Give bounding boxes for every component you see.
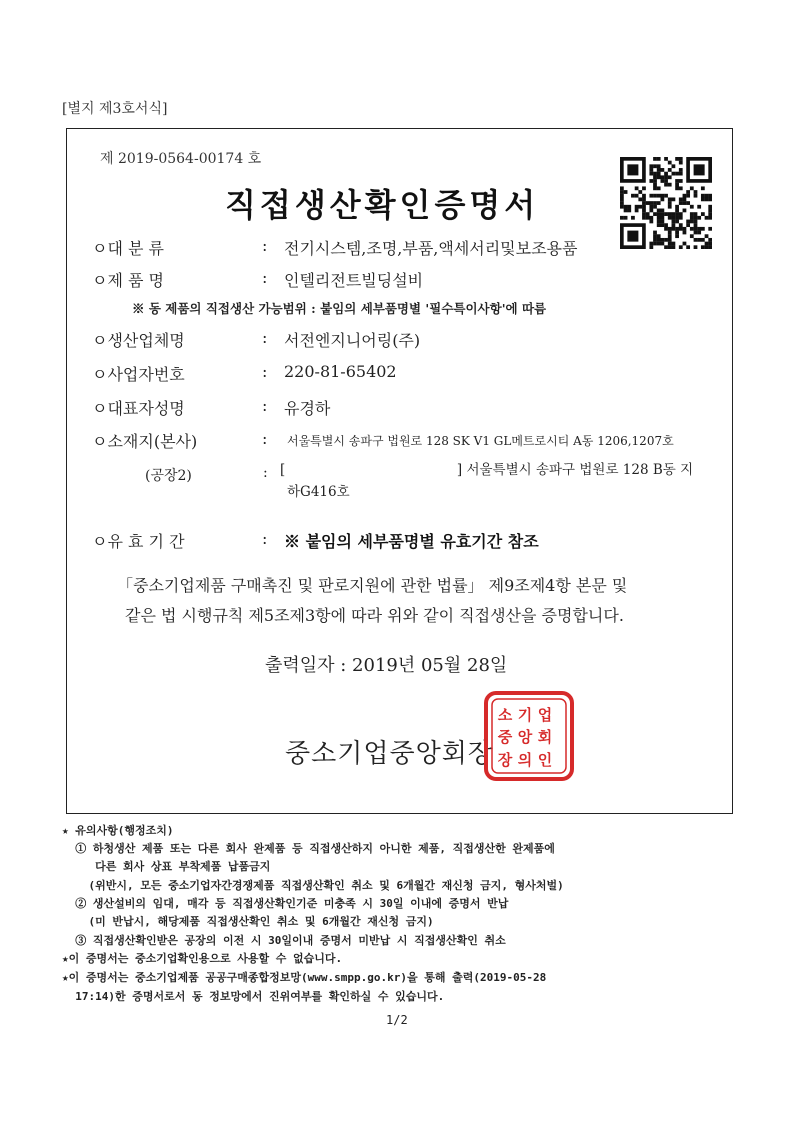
page-title: 직접생산확인증명서 (225, 186, 540, 224)
business-no-label: ㅇ사업자번호 (92, 365, 185, 384)
note-line: 다른 회사 상표 부착제품 납품금지 (62, 860, 271, 873)
svg-text:앙: 앙 (517, 728, 533, 746)
svg-text:소: 소 (497, 706, 513, 724)
svg-text:장: 장 (497, 751, 513, 769)
product-label: ㅇ제 품 명 (92, 271, 164, 290)
print-date: 출력일자 : 2019년 05월 28일 (265, 655, 508, 676)
form-label: [별지 제3호서식] (62, 101, 168, 117)
note-line: (미 반납시, 해당제품 직접생산확인 취소 및 6개월간 재신청 금지) (62, 915, 434, 928)
manufacturer-colon: : (262, 328, 268, 347)
note-line: ★이 증명서는 중소기업제품 공공구매종합정보망(www.smpp.go.kr)을 통해 출력(2019-05-28 (62, 971, 547, 984)
representative-colon: : (262, 396, 268, 415)
manufacturer-label: ㅇ생산업체명 (92, 331, 185, 350)
svg-text:의: 의 (517, 751, 533, 769)
note-line: ③ 직접생산확인받은 공장의 이전 시 30일이내 증명서 미반납 시 직접생산확인 취소 (62, 934, 506, 947)
representative-value: 유경하 (284, 399, 331, 418)
factory-label: (공장2) (145, 468, 192, 484)
representative-label: ㅇ대표자성명 (92, 399, 185, 418)
qr-code-icon (620, 157, 712, 249)
svg-text:중: 중 (497, 728, 513, 746)
scope-note: ※ 동 제품의 직접생산 가능범위 : 붙임의 세부품명별 '필수특이사항'에 따름 (132, 301, 547, 316)
factory-value-line1: [ ] 서울특별시 송파구 법원로 128 B동 지 (280, 462, 694, 478)
note-line: (위반시, 모든 중소기업자간경쟁제품 직접생산확인 취소 및 6개월간 재신청 금지, 형사처벌) (62, 879, 564, 892)
factory-colon: : (263, 465, 268, 481)
note-line: ① 하청생산 제품 또는 다른 회사 완제품 등 직접생산하지 아니한 제품, 직접생산한 완제품에 (62, 842, 555, 855)
category-label: ㅇ대 분 류 (92, 239, 164, 258)
note-line: 17:14)한 증명서로서 동 정보망에서 진위여부를 확인하실 수 있습니다. (62, 990, 445, 1003)
note-line: ★이 증명서는 중소기업확인용으로 사용할 수 없습니다. (62, 952, 343, 965)
product-value: 인텔리전트빌딩설비 (284, 271, 424, 290)
svg-text:인: 인 (537, 751, 553, 769)
manufacturer-value: 서전엔지니어링(주) (284, 331, 421, 350)
validity-label: ㅇ유 효 기 간 (92, 532, 185, 551)
svg-text:기: 기 (517, 706, 533, 724)
business-no-colon: : (262, 362, 268, 381)
svg-text:업: 업 (537, 706, 553, 724)
svg-text:회: 회 (537, 728, 553, 746)
validity-value: ※ 붙임의 세부품명별 유효기간 참조 (284, 532, 539, 551)
address-colon: : (262, 429, 268, 448)
note-line: ★ 유의사항(행정조치) (62, 824, 174, 837)
category-colon: : (262, 236, 268, 255)
page-number: 1/2 (386, 1013, 408, 1027)
certification-statement-line1: 「중소기업제품 구매촉진 및 판로지원에 관한 법률」 제9조제4항 본문 및 (117, 576, 628, 595)
address-label: ㅇ소재지(본사) (92, 432, 198, 451)
official-seal-icon (483, 690, 575, 782)
address-value: 서울특별시 송파구 법원로 128 SK V1 GL메트로시티 A동 1206,1207호 (287, 434, 674, 448)
issuer-name: 중소기업중앙회장 (285, 739, 494, 769)
factory-value-line2: 하G416호 (287, 484, 350, 500)
note-line: ② 생산설비의 임대, 매각 등 직접생산확인기준 미충족 시 30일 이내에 증명서 반납 (62, 897, 509, 910)
business-no-value: 220-81-65402 (284, 362, 397, 381)
product-colon: : (262, 268, 268, 287)
certificate-number: 제 2019-0564-00174 호 (100, 151, 262, 167)
validity-colon: : (262, 529, 268, 548)
certification-statement-line2: 같은 법 시행규칙 제5조제3항에 따라 위와 같이 직접생산을 증명합니다. (125, 606, 624, 625)
category-value: 전기시스템,조명,부품,액세서리및보조용품 (284, 239, 578, 258)
